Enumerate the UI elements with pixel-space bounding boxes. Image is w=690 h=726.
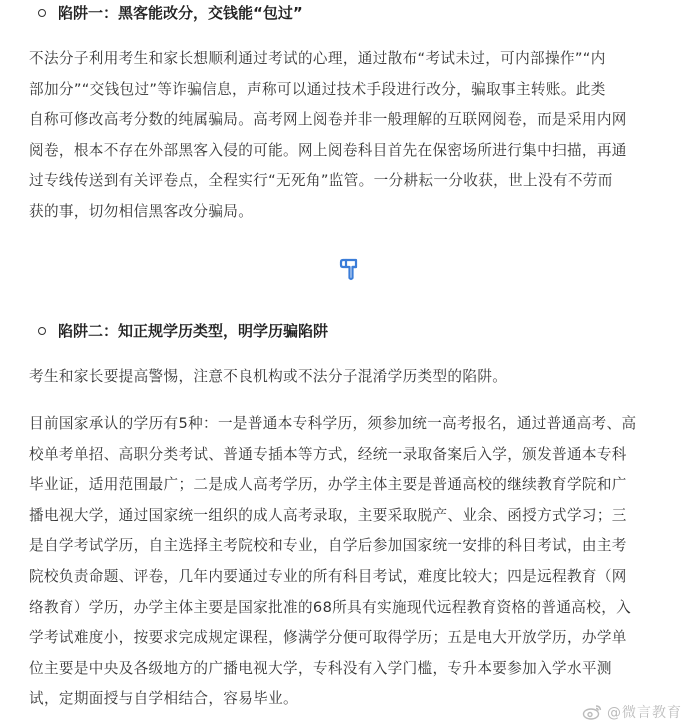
intro-line: 考生和家长要提高警惕，注意不良机构或不法分子混淆学历类型的陷阱。 [29,368,508,385]
paragraph-line: 试，定期面授与自学相结合，容易毕业。 [29,690,298,708]
paragraph-line: 目前国家承认的学历有5种：一是普通本专科学历，须参加统一高考报名，通过普通高考、高 [29,415,637,432]
paragraph-line: 学考试难度小，按要求完成规定课程，修满学分便可取得学历；五是电大开放学历，办学单 [29,629,627,647]
paragraph-line: 不法分子利用考生和家长想顺利通过考试的心理，通过散布“考试未过，可内部操作”“内 [29,50,606,67]
watermark [582,702,682,722]
weibo-logo-icon [582,704,602,720]
section-1-heading [38,2,303,23]
paragraph-line: 位主要是中央及各级地方的广播电视大学，专科没有入学门槛，专升本要参加入学水平测 [29,659,612,677]
paragraph-line: 校单考单招、高职分类考试、普通专插本等方式，经统一录取备案后入学，颁发普通本专科 [29,445,627,463]
circle-bullet-icon [38,327,46,335]
paragraph-line: 过专线传送到有关评卷点，全程实行“无死角”监管。一分耕耘一分收获，世上没有不劳而 [29,172,613,190]
section-2-heading-text: 陷阱二：知正规学历类型，明学历骗陷阱 [58,322,329,340]
section-2-heading [38,320,328,341]
paragraph-line: 阅卷，根本不存在外部黑客入侵的可能。网上阅卷科目首先在保密场所进行集中扫描，再通 [29,141,627,159]
paragraph-line: 毕业证，适用范围最广；二是成人高考学历，办学主体主要是普通高校的继续教育学院和广 [29,476,627,494]
paragraph-line: 院校负责命题、评卷，几年内要通过专业的所有科目考试，难度比较大；四是远程教育（网 [29,567,627,585]
section-1-paragraph [29,44,669,228]
paragraph-line: 部加分”“交钱包过”等诈骗信息，声称可以通过技术手段进行改分，骗取事主转账。此类 [29,80,606,98]
paragraph-line: 络教育）学历，办学主体主要是国家批准的68所具有实施现代远程教育资格的普通高校，入 [29,598,632,616]
paragraph-line: 播电视大学，通过国家统一组织的成人高考录取，主要采取脱产、业余、函授方式学习；三 [29,506,627,524]
section-2-intro [29,362,669,393]
circle-bullet-icon [38,9,46,17]
paragraph-line: 获的事，切勿相信黑客改分骗局。 [29,202,254,220]
watermark-text: @微言教育 [607,705,682,721]
paragraph-line: 自称可修改高考分数的纯属骗局。高考网上阅卷并非一般理解的互联网阅卷，而是采用内网 [29,111,627,129]
hand-pointing-down-icon [337,256,363,282]
section-1-heading-text: 陷阱一：黑客能改分，交钱能“包过” [58,4,303,22]
section-2-paragraph [29,409,669,715]
paragraph-line: 是自学考试学历，自主选择主考院校和专业，自学后参加国家统一安排的科目考试，由主考 [29,537,627,555]
